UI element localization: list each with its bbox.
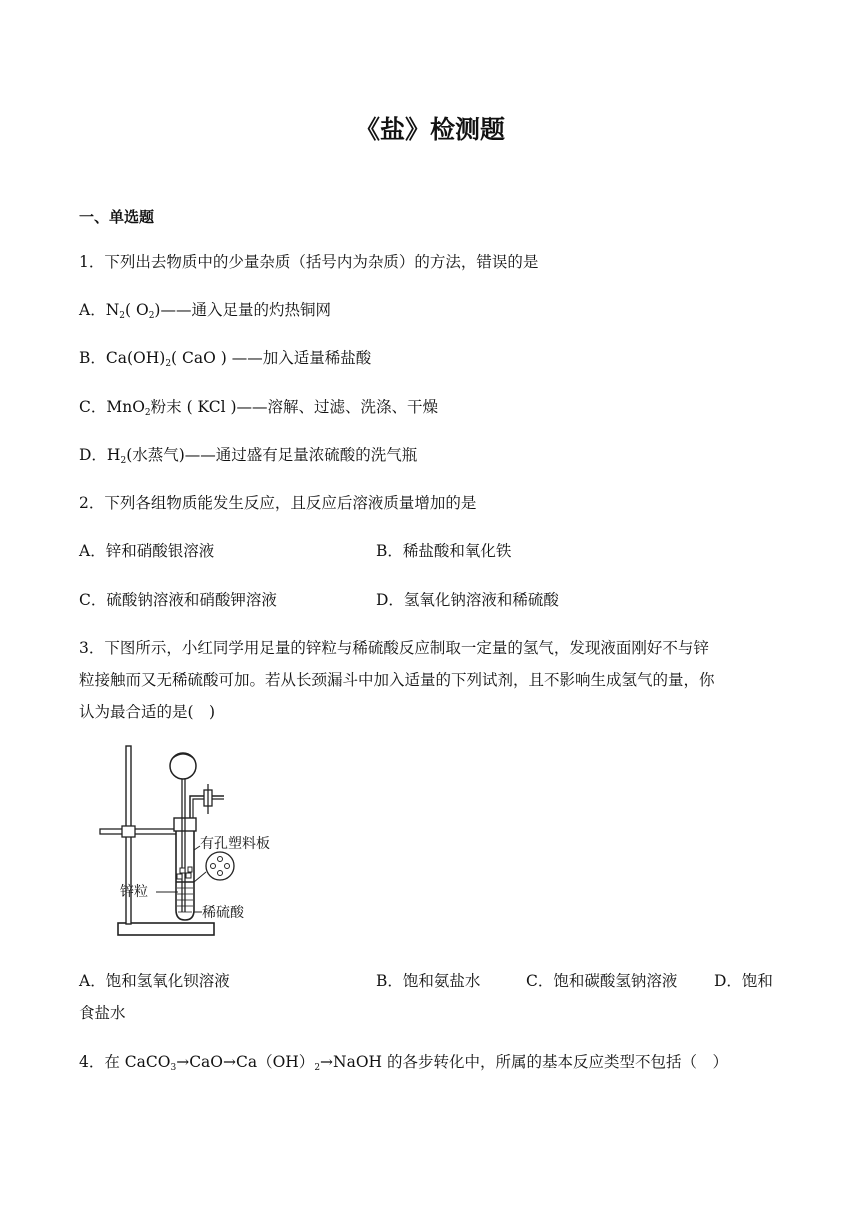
subscript: 2 bbox=[120, 456, 127, 466]
apparatus-figure bbox=[96, 742, 296, 946]
question-1-option-b bbox=[79, 348, 371, 374]
stem-text: →CaO→Ca（OH） bbox=[176, 1053, 315, 1071]
subscript: 3 bbox=[170, 1063, 177, 1073]
detail-pointer bbox=[194, 872, 206, 882]
option-text: D．H bbox=[79, 446, 121, 464]
option-text: (水蒸气)——通过盛有足量浓硫酸的洗气瓶 bbox=[126, 446, 418, 464]
question-2-option-d: D．氢氧化钠溶液和稀硫酸 bbox=[376, 591, 559, 609]
option-text: ( CaO ) ——加入适量稀盐酸 bbox=[171, 349, 372, 367]
subscript: 2 bbox=[314, 1063, 321, 1073]
option-text: B．Ca(OH) bbox=[79, 349, 166, 367]
question-1-option-a bbox=[79, 300, 331, 326]
page-title: 《盐》检测题 bbox=[354, 115, 505, 144]
stem-text: 4．在 CaCO bbox=[79, 1053, 171, 1071]
question-2-option-c: C．硫酸钠溶液和硝酸钾溶液 bbox=[79, 591, 277, 609]
question-3-option-c: C．饱和碳酸氢钠溶液 bbox=[526, 972, 678, 990]
label-zinc: 锌粒 bbox=[120, 884, 148, 900]
option-text: 粉末 ( KCl )——溶解、过滤、洗涤、干燥 bbox=[150, 398, 439, 416]
plate-hole bbox=[225, 864, 230, 869]
plate-hole bbox=[218, 871, 223, 876]
zinc-granule bbox=[186, 873, 191, 878]
question-3-option-b: B．饱和氨盐水 bbox=[376, 972, 481, 990]
question-3-option-d: D．饱和 bbox=[714, 972, 773, 990]
stand-base bbox=[118, 923, 214, 935]
clamp-arm bbox=[100, 829, 186, 834]
question-3-stem-line-2: 粒接触而又无稀硫酸可加。若从长颈漏斗中加入适量的下列试剂，且不影响生成氢气的量，你 bbox=[79, 671, 715, 689]
option-text: ( O bbox=[125, 301, 149, 319]
question-1-stem: 1．下列出去物质中的少量杂质（括号内为杂质）的方法，错误的是 bbox=[79, 253, 539, 271]
question-1-option-d bbox=[79, 445, 417, 471]
question-3-option-a: A．饱和氢氧化钡溶液 bbox=[79, 972, 230, 990]
option-text: A．N bbox=[79, 301, 120, 319]
option-text: C．MnO bbox=[79, 398, 145, 416]
zinc-granule bbox=[188, 867, 192, 872]
option-text: )——通入足量的灼热铜网 bbox=[154, 301, 331, 319]
section-heading: 一、单选题 bbox=[79, 208, 155, 226]
subscript: 2 bbox=[144, 408, 151, 418]
question-3-stem-line-1: 3．下图所示，小红同学用足量的锌粒与稀硫酸反应制取一定量的氢气，发现液面刚好不与锌 bbox=[79, 639, 709, 657]
clamp-boss bbox=[122, 826, 135, 837]
question-4-stem bbox=[79, 1052, 728, 1078]
hydrogen-generator-diagram bbox=[96, 742, 296, 942]
subscript: 2 bbox=[119, 311, 125, 321]
plate-hole bbox=[211, 864, 216, 869]
question-1-option-c bbox=[79, 397, 438, 423]
question-2-option-b: B．稀盐酸和氧化铁 bbox=[376, 542, 512, 560]
label-plate: 有孔塑料板 bbox=[200, 836, 270, 852]
question-3-stem-line-3: 认为最合适的是( ) bbox=[79, 703, 216, 721]
zinc-granule bbox=[180, 868, 185, 873]
stem-text: →NaOH 的各步转化中，所属的基本反应类型不包括（ ） bbox=[320, 1053, 728, 1071]
zinc-granule bbox=[177, 874, 182, 879]
label-acid: 稀硫酸 bbox=[202, 905, 244, 921]
subscript: 2 bbox=[148, 311, 155, 321]
question-2-stem: 2．下列各组物质能发生反应，且反应后溶液质量增加的是 bbox=[79, 494, 477, 512]
question-3-option-d-continued: 食盐水 bbox=[79, 1004, 126, 1022]
question-2-option-a: A．锌和硝酸银溶液 bbox=[79, 542, 215, 560]
plate-hole bbox=[218, 857, 223, 862]
subscript: 2 bbox=[165, 359, 172, 369]
